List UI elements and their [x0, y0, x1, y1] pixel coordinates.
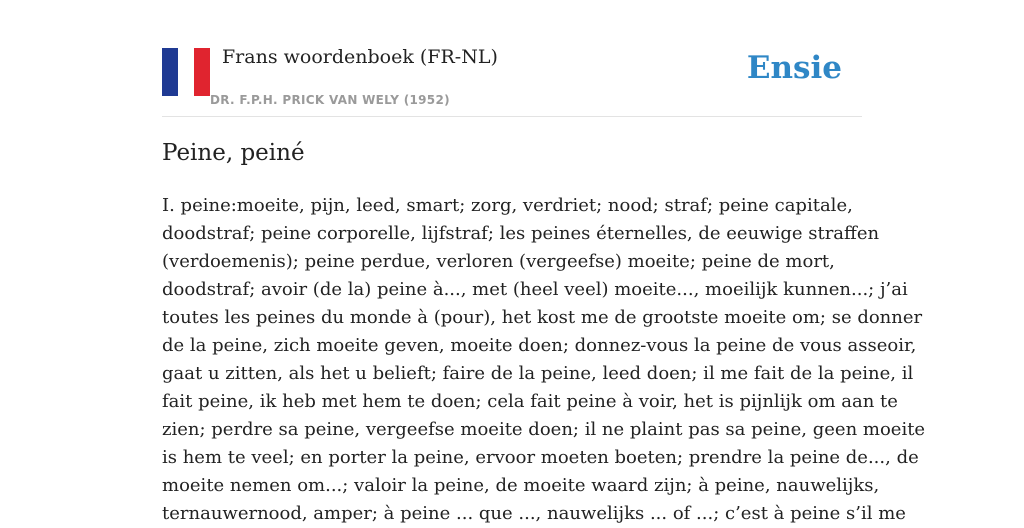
dictionary-author: DR. F.P.H. PRICK VAN WELY (1952)	[210, 93, 450, 107]
definition-line: fait peine, ik heb met hem te doen; cela fait peine à voir, het is pijnlijk om aan te	[162, 391, 898, 412]
entry-headword: Peine, peiné	[162, 140, 305, 166]
definition-line: doodstraf; peine corporelle, lijfstraf; les peines éternelles, de eeuwige straffen	[162, 223, 880, 244]
dictionary-title[interactable]: Frans woordenboek (FR-NL)	[222, 46, 498, 68]
flag-stripe-blue	[162, 48, 178, 96]
flag-stripe-white	[178, 48, 194, 96]
definition-line: (verdoemenis); peine perdue, verloren (vergeefse) moeite; peine de mort,	[162, 251, 835, 272]
definition-line: I. peine:moeite, pijn, leed, smart; zorg, verdriet; nood; straf; peine capitale,	[162, 195, 853, 216]
ensie-logo[interactable]: Ensie	[746, 50, 842, 86]
definition-line: gaat u zitten, als het u belieft; faire de la peine, leed doen; il me fait de la peine, il	[162, 363, 914, 384]
dictionary-header	[162, 40, 862, 117]
french-flag-icon	[162, 48, 210, 96]
entry-definition	[162, 192, 926, 528]
definition-line: de la peine, zich moeite geven, moeite doen; donnez-vous la peine de vous asseoir,	[162, 335, 917, 356]
definition-line: is hem te veel; en porter la peine, ervoor moeten boeten; prendre la peine de..., de	[162, 447, 919, 468]
definition-line: zien; perdre sa peine, vergeefse moeite doen; il ne plaint pas sa peine, geen moeite	[162, 419, 926, 440]
definition-line: doodstraf; avoir (de la) peine à..., met (heel veel) moeite..., moeilijk kunnen...; j’ai	[162, 279, 908, 300]
definition-line: toutes les peines du monde à (pour), het kost me de grootste moeite om; se donner	[162, 307, 923, 328]
flag-stripe-red	[194, 48, 210, 96]
definition-line: moeite nemen om...; valoir la peine, de moeite waard zijn; à peine, nauwelijks,	[162, 475, 880, 496]
definition-line: ternauwernood, amper; à peine ... que ..., nauwelijks ... of ...; c’est à peine s’il me	[162, 503, 906, 524]
